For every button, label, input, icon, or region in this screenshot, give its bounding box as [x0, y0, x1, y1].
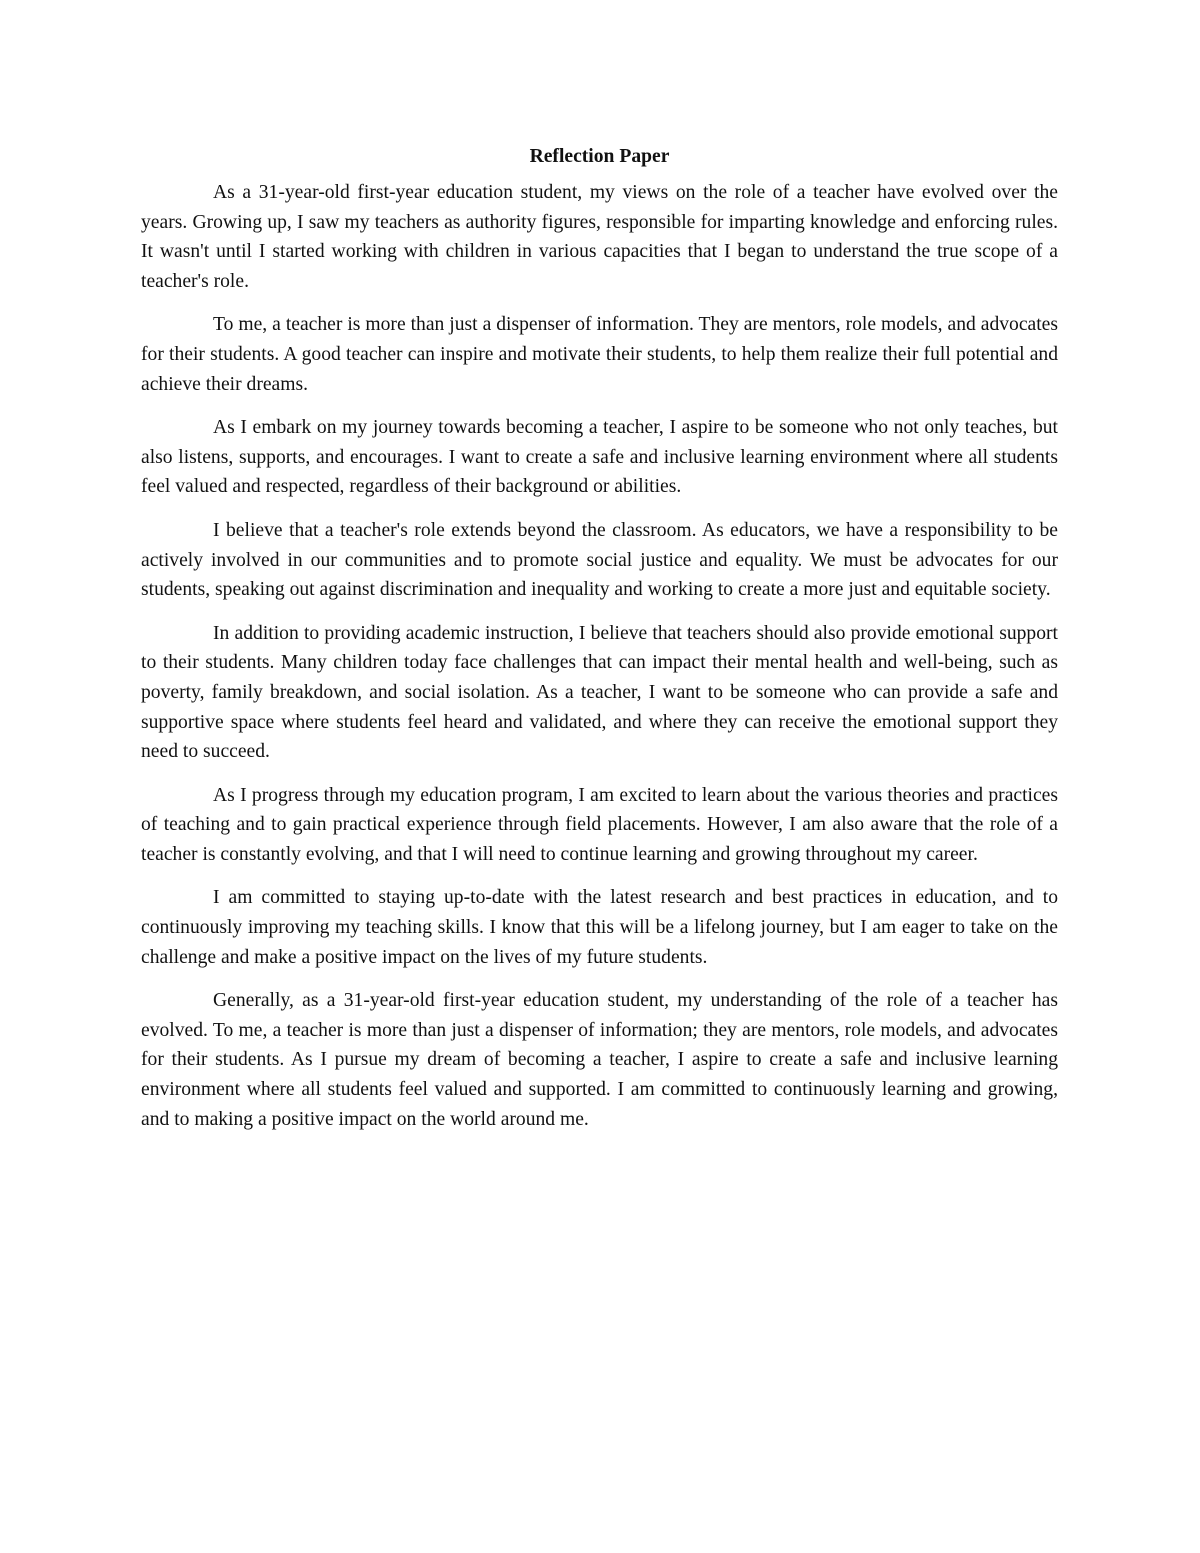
paragraph: I am committed to staying up-to-date with the latest research and best practices in education, and to continuously improving my teaching skills. I know that this will be a lifelong journey, but I am eager to take on the challenge and make a positive impact on the lives of my future students.	[141, 887, 1058, 968]
paragraph: In addition to providing academic instruction, I believe that teachers should also provide emotional support to their students. Many children today face challenges that can impact their mental health and well-being, such as poverty, family breakdown, and social isolation. As a teacher, I want to be someone who can provide a safe and supportive space where students feel heard and validated, and where they can receive the emotional support they need to succeed.	[141, 622, 1058, 763]
paragraph: As I progress through my education program, I am excited to learn about the various theories and practices of teaching and to gain practical experience through field placements. However, I am also aware that the role of a teacher is constantly evolving, and that I will need to continue learning and growing throughout my career.	[141, 784, 1058, 865]
paragraph: Generally, as a 31-year-old first-year education student, my understanding of the role of a teacher has evolved. To me, a teacher is more than just a dispenser of information; they are mentors, role models, and advocates for their students. As I pursue my dream of becoming a teacher, I aspire to create a safe and inclusive learning environment where all students feel valued and supported. I am committed to continuously learning and growing, and to making a positive impact on the world around me.	[141, 990, 1058, 1130]
paragraph: As I embark on my journey towards becoming a teacher, I aspire to be someone who not only teaches, but also listens, supports, and encourages. I want to create a safe and inclusive learning environment where all students feel valued and respected, regardless of their background or abilities.	[141, 417, 1058, 498]
paragraph: I believe that a teacher's role extends beyond the classroom. As educators, we have a responsibility to be actively involved in our communities and to promote social justice and equality. We must be advocates for our students, speaking out against discrimination and inequality and working to create a more just and equitable society.	[141, 519, 1058, 601]
paragraph: As a 31-year-old first-year education student, my views on the role of a teacher have evolved over the years. Growing up, I saw my teachers as authority figures, responsible for imparting knowledge and enforcing rules. It wasn't until I started working with children in various capacities that I began to understand the true scope of a teacher's role.	[141, 182, 1058, 292]
document-title: Reflection Paper	[529, 146, 670, 167]
paragraph: To me, a teacher is more than just a dispenser of information. They are mentors, role models, and advocates for their students. A good teacher can inspire and motivate their students, to help them realize their full potential and achieve their dreams.	[141, 314, 1058, 395]
document-body	[141, 142, 1058, 1148]
